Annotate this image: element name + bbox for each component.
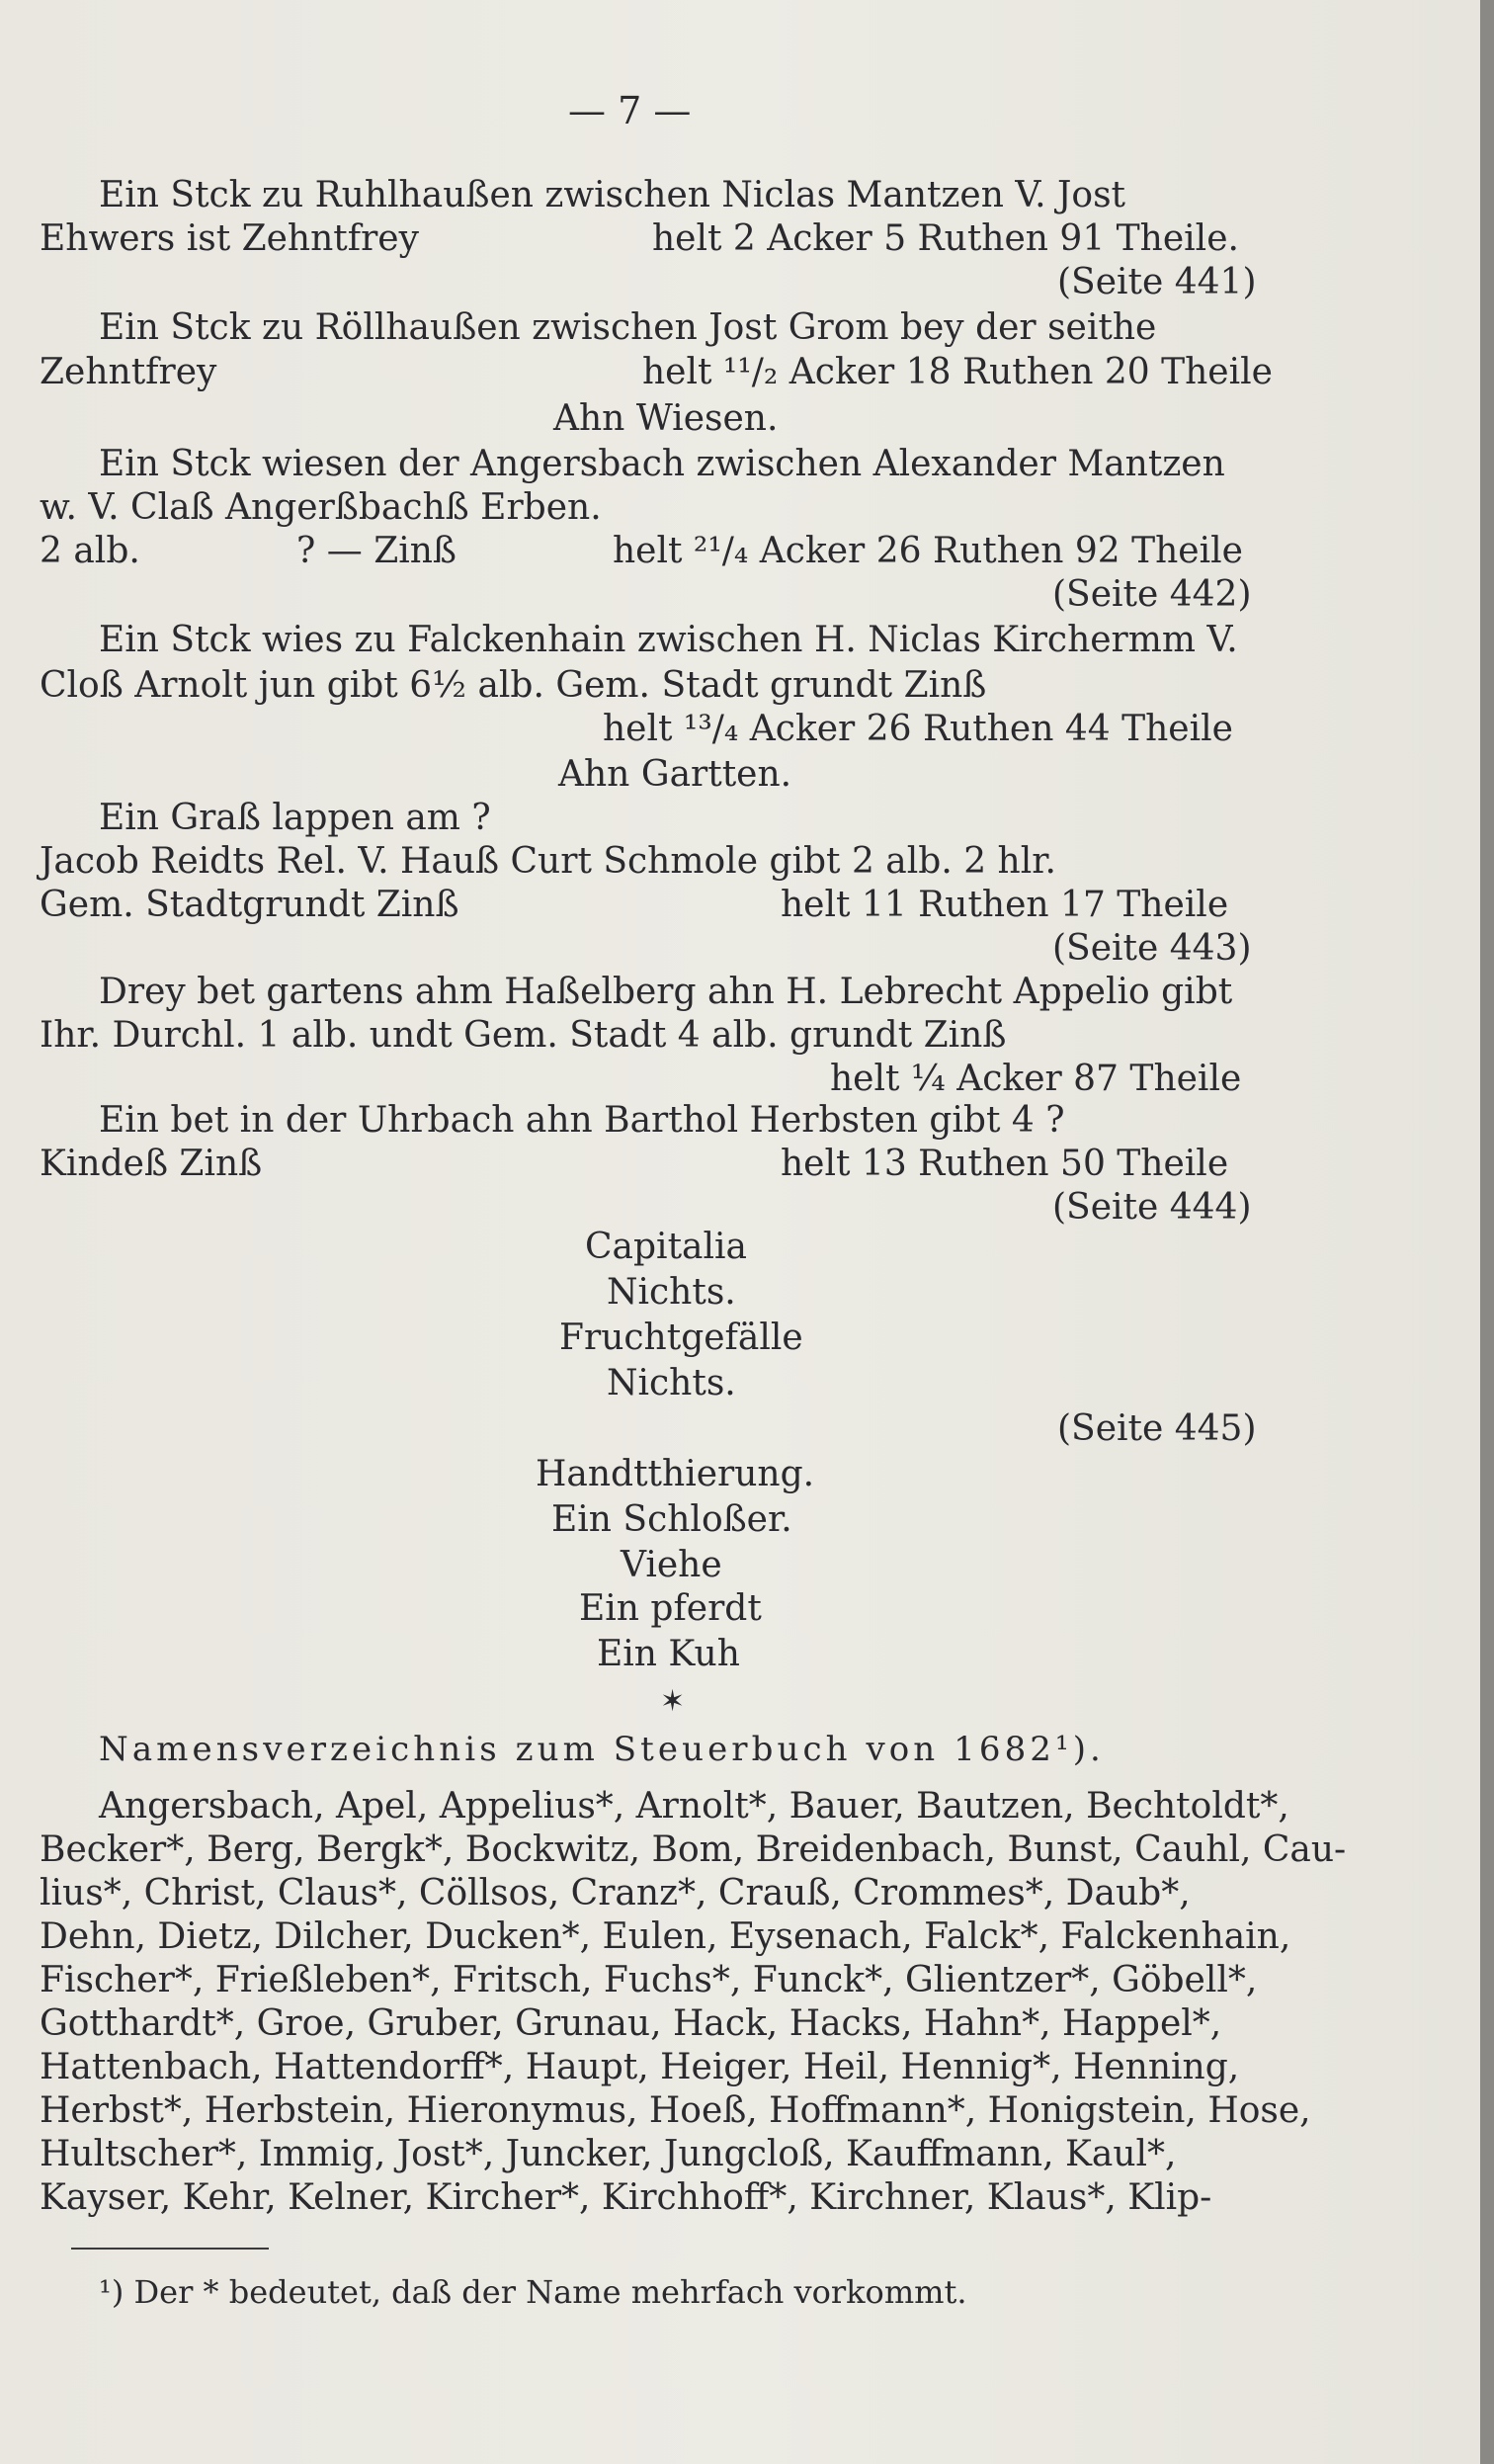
index-line: Becker*, Berg, Bergk*, Bockwitz, Bom, Breidenbach, Bunst, Cauhl, Cau- <box>40 1829 1347 1870</box>
entry-line: ? — Zinß <box>296 531 456 571</box>
entry-heading: Ahn Gartten. <box>558 754 792 795</box>
index-line: Fischer*, Frießleben*, Fritsch, Fuchs*, Funck*, Glientzer*, Göbell*, <box>40 1960 1258 2000</box>
section-heading: Capitalia <box>585 1227 747 1267</box>
section-value: Ein pferdt <box>579 1588 762 1629</box>
entry-line: Ein Stck wies zu Falckenhain zwischen H. Niclas Kirchermm V. <box>99 620 1238 660</box>
page-reference: (Seite 445) <box>1057 1408 1257 1449</box>
entry-line: Ein Stck wiesen der Angersbach zwischen Alexander Mantzen <box>99 444 1225 484</box>
entry-line: w. V. Claß Angerßbachß Erben. <box>40 487 602 528</box>
section-value: Ein Schloßer. <box>551 1499 792 1540</box>
entry-line: 2 alb. <box>40 531 140 571</box>
entry-line: Cloß Arnolt jun gibt 6½ alb. Gem. Stadt grundt Zinß <box>40 665 987 706</box>
index-line: Hattenbach, Hattendorff*, Haupt, Heiger, Heil, Hennig*, Henning, <box>40 2047 1240 2087</box>
section-value: Ein Kuh <box>597 1634 740 1674</box>
section-heading: Fruchtgefälle <box>559 1317 803 1358</box>
entry-line: Ein Graß lappen am ? <box>99 798 491 838</box>
entry-line: helt ¼ Acker 87 Theile <box>830 1059 1242 1099</box>
section-heading: Handtthierung. <box>536 1454 815 1494</box>
footnote: ¹) Der * bedeutet, daß der Name mehrfach vorkommt. <box>99 2273 967 2311</box>
entry-line: Ein Stck zu Ruhlhaußen zwischen Niclas Mantzen V. Jost <box>99 175 1126 215</box>
entry-line: Jacob Reidts Rel. V. Hauß Curt Schmole gibt 2 alb. 2 hlr. <box>40 841 1056 882</box>
entry-line: Ein bet in der Uhrbach ahn Barthol Herbsten gibt 4 ? <box>99 1100 1065 1141</box>
entry-heading: Ahn Wiesen. <box>553 398 779 439</box>
entry-line: Ein Stck zu Röllhaußen zwischen Jost Grom bey der seithe <box>99 307 1157 348</box>
entry-line: helt 13 Ruthen 50 Theile <box>781 1144 1229 1184</box>
footnote-rule <box>71 2248 269 2250</box>
index-line: lius*, Christ, Claus*, Cöllsos, Cranz*, Crauß, Crommes*, Daub*, <box>40 1873 1191 1913</box>
index-line: Gotthardt*, Groe, Gruber, Grunau, Hack, Hacks, Hahn*, Happel*, <box>40 2003 1222 2044</box>
entry-line: Zehntfrey <box>40 352 217 392</box>
section-value: Nichts. <box>607 1363 736 1403</box>
section-value: Nichts. <box>607 1272 736 1313</box>
section-heading: Viehe <box>621 1545 722 1585</box>
entry-line: helt ¹¹/₂ Acker 18 Ruthen 20 Theile <box>642 352 1273 392</box>
entry-line: helt ¹³/₄ Acker 26 Ruthen 44 Theile <box>603 709 1233 749</box>
star-ornament: ✶ <box>660 1684 686 1719</box>
page-number: — 7 — <box>568 89 692 132</box>
index-line: Herbst*, Herbstein, Hieronymus, Hoeß, Hoffmann*, Honigstein, Hose, <box>40 2090 1311 2131</box>
index-line: Dehn, Dietz, Dilcher, Ducken*, Eulen, Eysenach, Falck*, Falckenhain, <box>40 1916 1291 1957</box>
entry-line: helt 11 Ruthen 17 Theile <box>781 885 1229 925</box>
index-line: Angersbach, Apel, Appelius*, Arnolt*, Bauer, Bautzen, Bechtoldt*, <box>99 1786 1289 1827</box>
index-line: Hultscher*, Immig, Jost*, Juncker, Jungcloß, Kauffmann, Kaul*, <box>40 2134 1177 2174</box>
page-reference: (Seite 443) <box>1052 928 1252 969</box>
page-reference: (Seite 441) <box>1057 262 1257 302</box>
entry-line: Drey bet gartens ahm Haßelberg ahn H. Lebrecht Appelio gibt <box>99 972 1233 1012</box>
index-title: Namensverzeichnis zum Steuerbuch von 1682¹). <box>99 1730 1105 1769</box>
entry-line: helt 2 Acker 5 Ruthen 91 Theile. <box>652 218 1239 259</box>
entry-line: Kindeß Zinß <box>40 1144 263 1184</box>
page-edge <box>1480 0 1494 2464</box>
entry-line: Ehwers ist Zehntfrey <box>40 218 419 259</box>
page-reference: (Seite 444) <box>1052 1187 1252 1228</box>
index-line: Kayser, Kehr, Kelner, Kircher*, Kirchhoff*, Kirchner, Klaus*, Klip- <box>40 2177 1212 2218</box>
entry-line: Ihr. Durchl. 1 alb. undt Gem. Stadt 4 alb. grundt Zinß <box>40 1015 1007 1056</box>
entry-line: helt ²¹/₄ Acker 26 Ruthen 92 Theile <box>613 531 1243 571</box>
entry-line: Gem. Stadtgrundt Zinß <box>40 885 459 925</box>
page-reference: (Seite 442) <box>1052 574 1252 615</box>
